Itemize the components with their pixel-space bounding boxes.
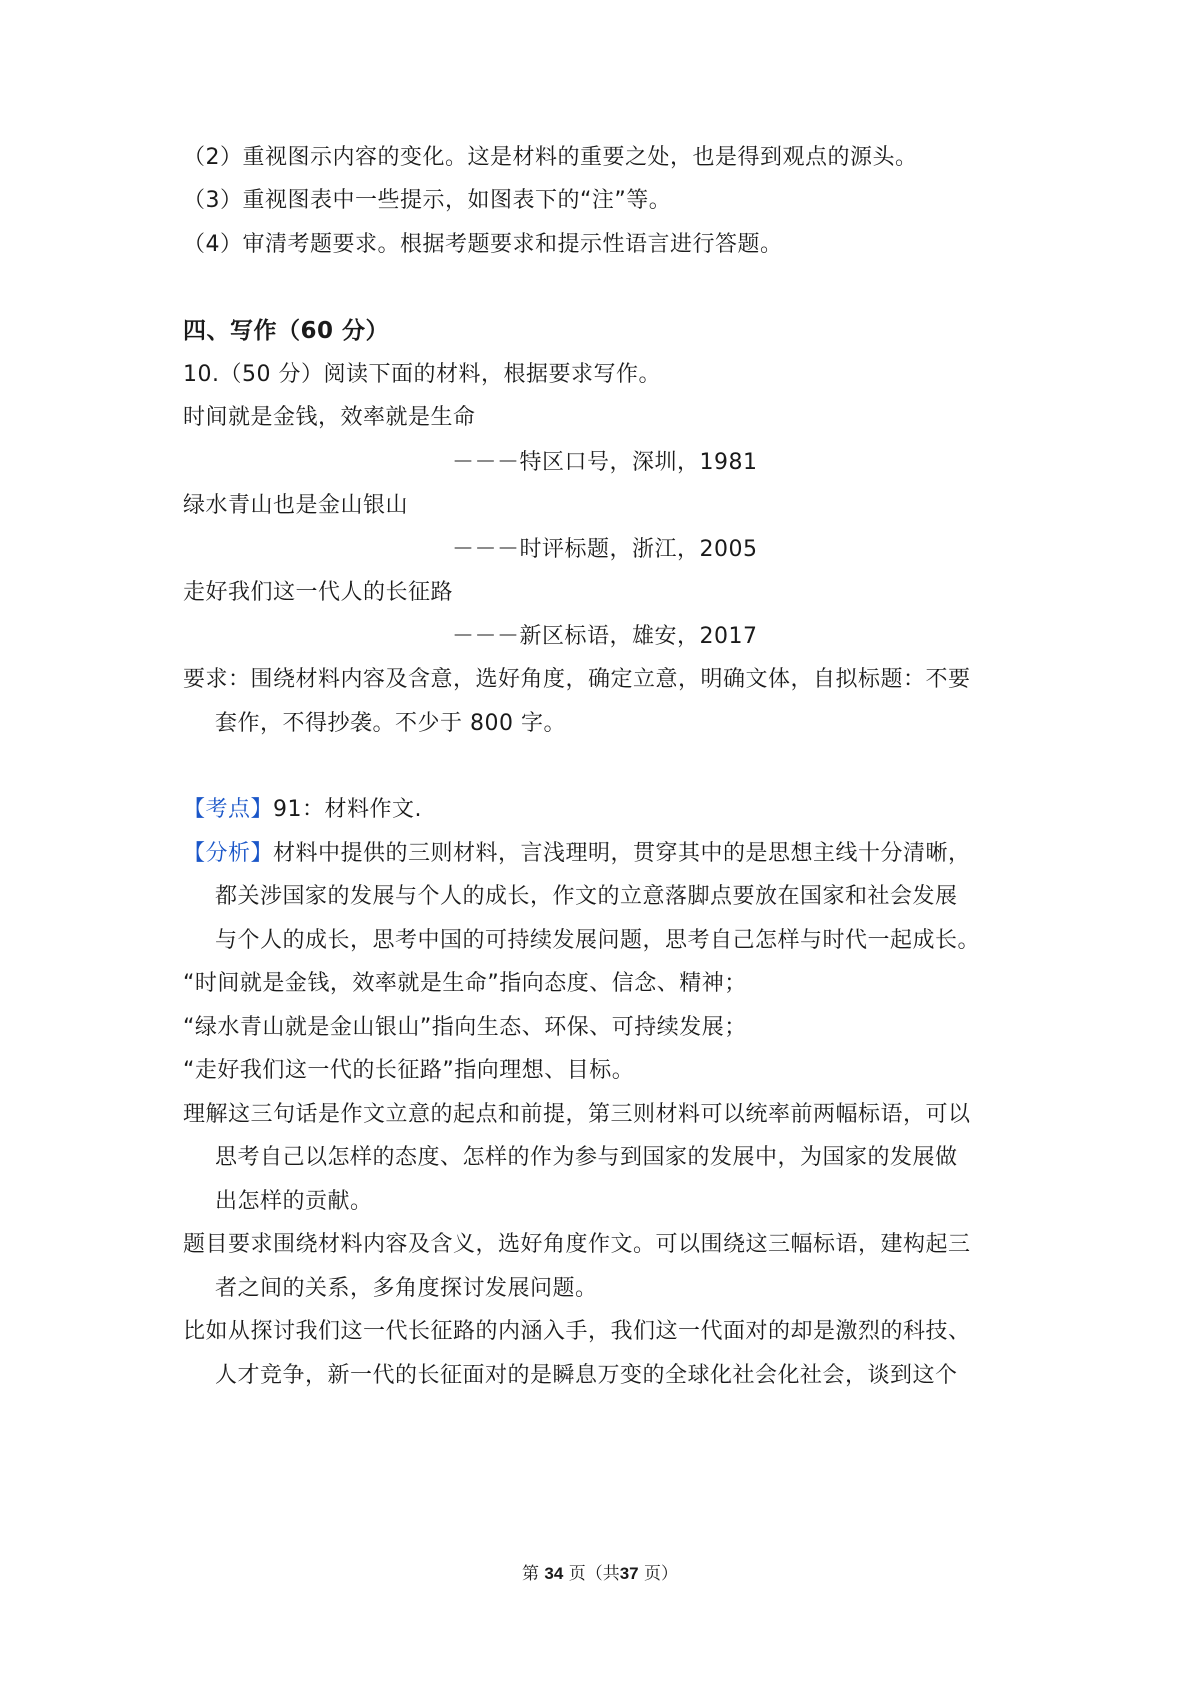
material-quote: 走好我们这一代人的长征路 [183, 580, 454, 605]
tip-line: （2）重视图示内容的变化。这是材料的重要之处，也是得到观点的源头。 [183, 145, 918, 170]
material-source: －－－新区标语，雄安，2017 [452, 624, 758, 649]
paragraph-line: 出怎样的贡献。 [215, 1189, 373, 1214]
paragraph-line: 比如从探讨我们这一代长征路的内涵入手，我们这一代面对的却是激烈的科技、 [183, 1319, 971, 1344]
point-line: “走好我们这一代的长征路”指向理想、目标。 [183, 1058, 635, 1083]
tip-line: （4）审清考题要求。根据考题要求和提示性语言进行答题。 [183, 232, 783, 257]
kaodian-line [183, 795, 1033, 825]
footer-prefix: 第 [521, 1564, 539, 1584]
material-source: －－－特区口号，深圳，1981 [452, 450, 758, 475]
fenxi-tag: 【分析】 [183, 841, 274, 866]
paragraph-line: 者之间的关系，多角度探讨发展问题。 [215, 1276, 598, 1301]
footer-suffix: 页） [644, 1564, 679, 1584]
footer-page-number: 34 [544, 1564, 564, 1583]
tip-line: （3）重视图表中一些提示，如图表下的“注”等。 [183, 188, 672, 213]
paragraph-line: 题目要求围绕材料内容及含义，选好角度作文。可以围绕这三幅标语，建构起三 [183, 1232, 971, 1257]
requirement-line: 套作，不得抄袭。不少于 800 字。 [215, 711, 566, 736]
fenxi-line: 都关涉国家的发展与个人的成长，作文的立意落脚点要放在国家和社会发展 [215, 884, 958, 909]
material-quote: 时间就是金钱，效率就是生命 [183, 405, 476, 430]
paragraph-line: 理解这三句话是作文立意的起点和前提，第三则材料可以统率前两幅标语，可以 [183, 1102, 971, 1127]
fenxi-text: 材料中提供的三则材料，言浅理明，贯穿其中的是思想主线十分清晰， [273, 841, 971, 866]
page-footer [0, 1562, 1200, 1586]
material-source: －－－时评标题，浙江，2005 [452, 537, 758, 562]
fenxi-line [183, 839, 1033, 869]
paragraph-line: 思考自己以怎样的态度、怎样的作为参与到国家的发展中，为国家的发展做 [215, 1145, 958, 1170]
paragraph-line: 人才竞争，新一代的长征面对的是瞬息万变的全球化社会化社会，谈到这个 [215, 1363, 958, 1388]
point-line: “时间就是金钱，效率就是生命”指向态度、信念、精神； [183, 971, 747, 996]
point-line: “绿水青山就是金山银山”指向生态、环保、可持续发展； [183, 1015, 747, 1040]
kaodian-text: 91：材料作文. [273, 797, 423, 822]
section-title: 四、写作（60 分） [183, 318, 390, 344]
requirement-line: 要求：围绕材料内容及含意，选好角度，确定立意，明确文体，自拟标题：不要 [183, 667, 971, 692]
fenxi-line: 与个人的成长，思考中国的可持续发展问题，思考自己怎样与时代一起成长。 [215, 928, 981, 953]
question-line: 10.（50 分）阅读下面的材料，根据要求写作。 [183, 362, 661, 387]
footer-total-pages: 37 [619, 1564, 639, 1583]
footer-middle: 页（共 [568, 1564, 620, 1584]
material-quote: 绿水青山也是金山银山 [183, 493, 409, 518]
kaodian-tag: 【考点】 [183, 797, 274, 822]
